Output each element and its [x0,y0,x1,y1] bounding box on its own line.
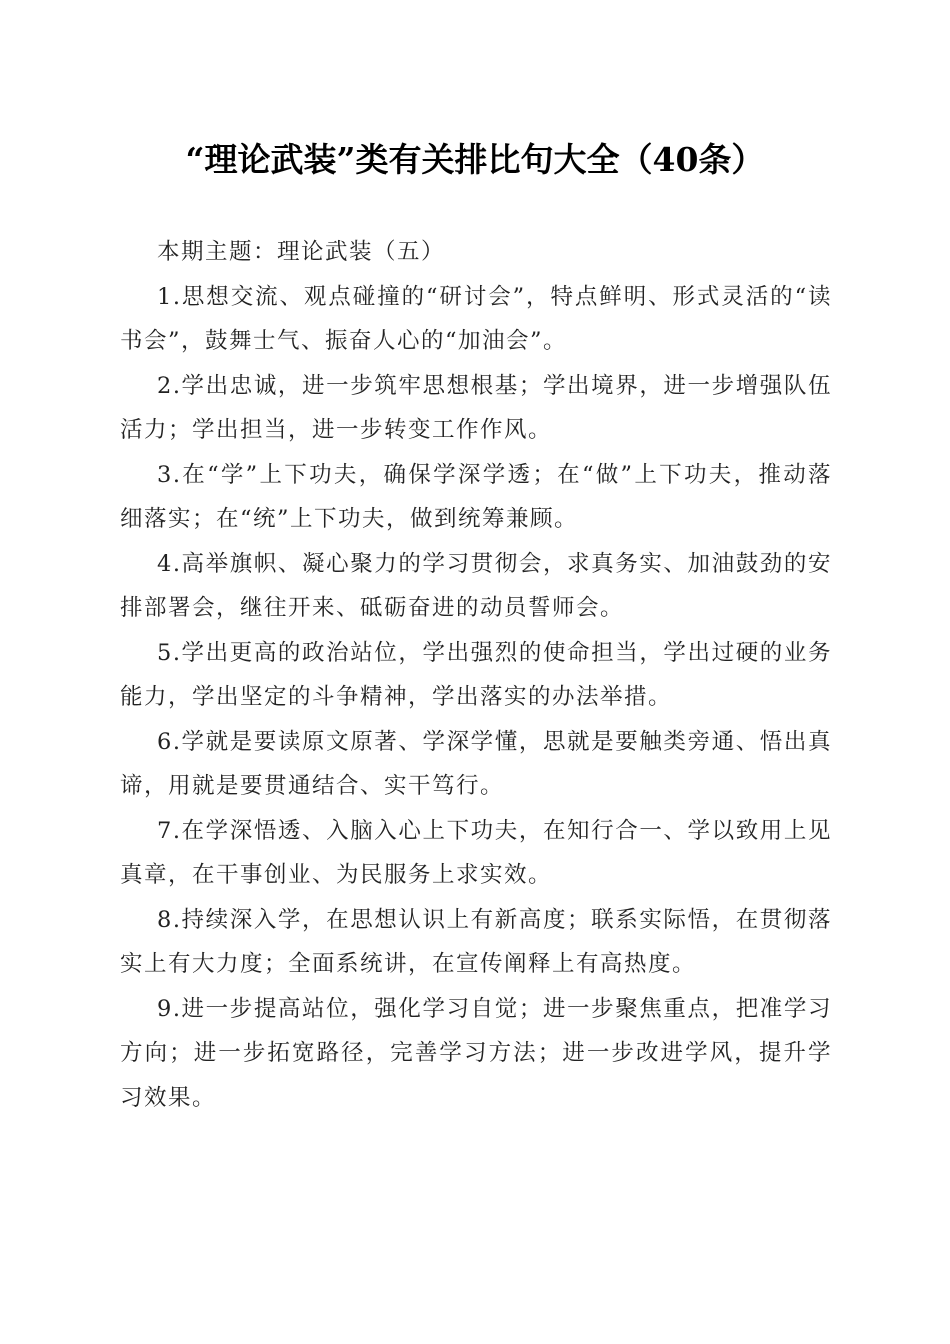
list-item: 4.高举旗帜、凝心聚力的学习贯彻会，求真务实、加油鼓劲的安排部署会，继往开来、砥砺奋进的动员誓师会。 [120,550,832,621]
theme-line: 本期主题：理论武装（五） [157,239,446,265]
document-title: “理论武装”类有关排比句大全（40条） [185,140,765,179]
list-item: 1.思想交流、观点碰撞的“研讨会”，特点鲜明、形式灵活的“读书会”，鼓舞士气、振奋人心的“加油会”。 [120,283,832,354]
list-item: 5.学出更高的政治站位，学出强烈的使命担当，学出过硬的业务能力，学出坚定的斗争精神，学出落实的办法举措。 [120,639,832,710]
list-item: 7.在学深悟透、入脑入心上下功夫，在知行合一、学以致用上见真章，在干事创业、为民服务上求实效。 [120,817,832,888]
list-item: 2.学出忠诚，进一步筑牢思想根基；学出境界，进一步增强队伍活力；学出担当，进一步转变工作作风。 [120,372,832,443]
document-body [120,230,832,1120]
list-item: 6.学就是要读原文原著、学深学懂，思就是要触类旁通、悟出真谛，用就是要贯通结合、实干笃行。 [120,728,832,799]
list-item: 8.持续深入学，在思想认识上有新高度；联系实际悟，在贯彻落实上有大力度；全面系统讲，在宣传阐释上有高热度。 [120,906,832,977]
list-item: 3.在“学”上下功夫，确保学深学透；在“做”上下功夫，推动落细落实；在“统”上下功夫，做到统筹兼顾。 [120,461,832,532]
list-item: 9.进一步提高站位，强化学习自觉；进一步聚焦重点，把准学习方向；进一步拓宽路径，完善学习方法；进一步改进学风，提升学习效果。 [120,995,832,1111]
